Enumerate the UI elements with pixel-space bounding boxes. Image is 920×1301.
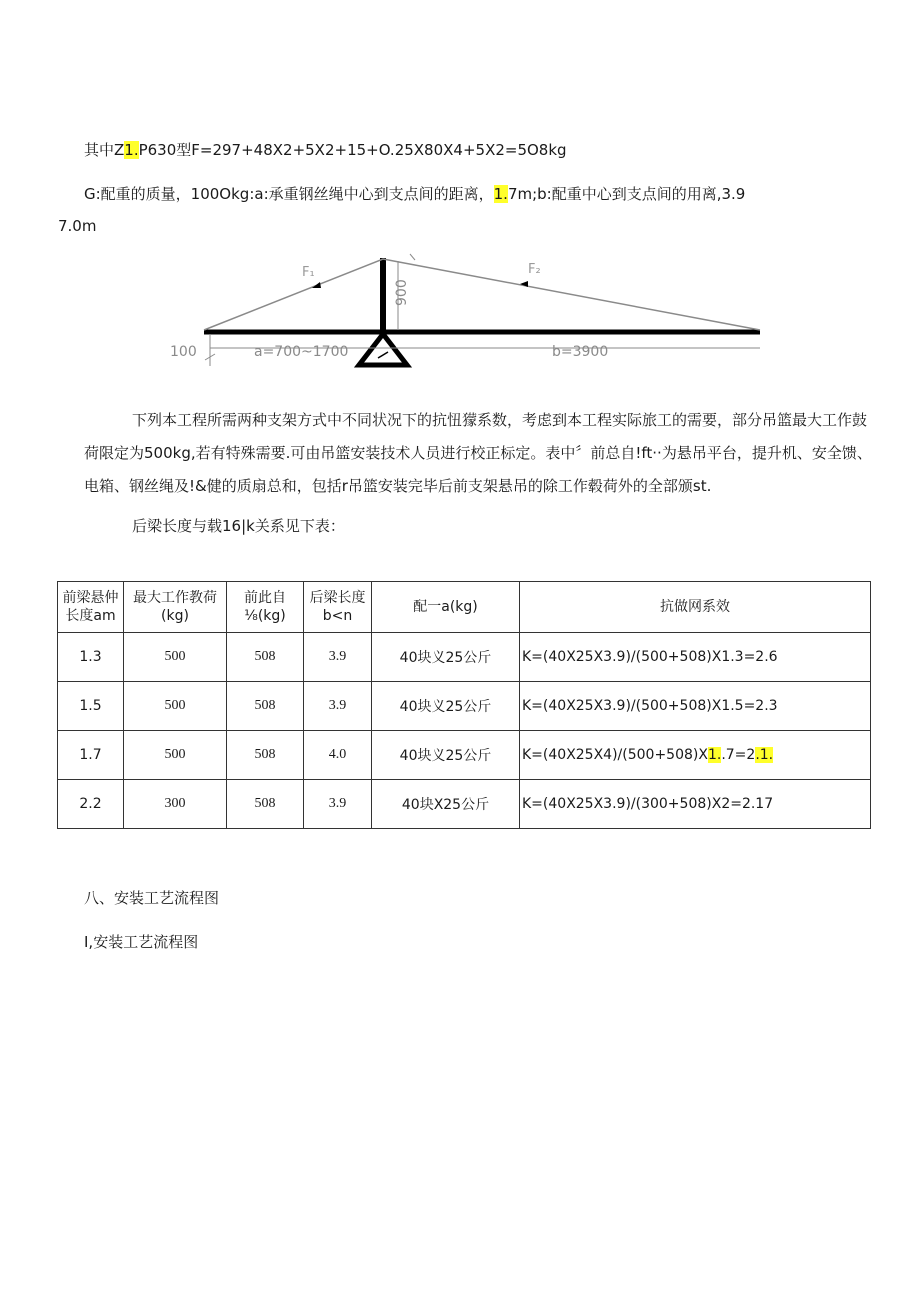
f2-label: F₂: [528, 262, 541, 277]
header-cell: 抗做网系效: [520, 582, 871, 633]
support-triangle: [359, 334, 407, 365]
cell-self: 508: [227, 731, 304, 780]
cell-k: K=(40X25X3.9)/(500+508)X1.3=2.6: [520, 633, 871, 682]
cell-a: 1.7: [58, 731, 124, 780]
definition-body: 7m;b:配重中心到支点间的用离,3.9: [507, 185, 746, 203]
cell-a: 1.3: [58, 633, 124, 682]
cell-weight: 40块X25公斤: [372, 780, 520, 829]
highlight-mark: 1.: [493, 185, 508, 203]
table-row: [58, 731, 871, 780]
table-row: [58, 682, 871, 731]
dim-900-label: 900: [394, 279, 410, 306]
cell-self: 508: [227, 633, 304, 682]
cell-self: 508: [227, 780, 304, 829]
cell-weight: 40块义25公斤: [372, 682, 520, 731]
cell-b: 3.9: [304, 682, 372, 731]
f1-arrow: [312, 282, 321, 288]
table-header-row: [58, 582, 871, 633]
definition-continued: 7.0m: [58, 217, 97, 235]
dim-a-label: a=700~1700: [254, 344, 349, 360]
formula-prefix: 其中Z: [84, 141, 125, 159]
highlight-mark: 1.: [124, 141, 139, 159]
cell-k: K=(40X25X3.9)/(500+508)X1.5=2.3: [520, 682, 871, 731]
dim-b-label: b=3900: [552, 344, 609, 360]
header-cell: 后梁长度b<n: [304, 582, 372, 633]
f1-line: [204, 259, 383, 330]
pin-mark: [378, 352, 388, 358]
coefficient-table: [57, 581, 871, 829]
f2-line: [383, 259, 760, 330]
f1-label: F₁: [302, 265, 315, 280]
table-row: [58, 633, 871, 682]
definition-prefix: G:配重的质量，100Okg:a:承重钢丝绳中心到支点间的距离，: [84, 185, 494, 203]
cell-load: 500: [124, 633, 227, 682]
cell-weight: 40块义25公斤: [372, 731, 520, 780]
header-cell: 前此自⅛(kg): [227, 582, 304, 633]
cell-b: 4.0: [304, 731, 372, 780]
cell-b: 3.9: [304, 633, 372, 682]
cell-self: 508: [227, 682, 304, 731]
cell-load: 500: [124, 682, 227, 731]
definition-line: [84, 184, 745, 204]
formula-body: P630型F=297+48X2+5X2+15+O.25X80X4+5X2=5O8kg: [138, 141, 567, 159]
table-intro: 后梁长度与载16|k关系见下表：: [132, 517, 345, 535]
header-cell: 最大工作教荷(kg): [124, 582, 227, 633]
k-mid: .7=2: [721, 747, 756, 763]
dim-tick: [410, 254, 415, 260]
highlight-mark: .1.: [755, 747, 774, 763]
cell-load: 500: [124, 731, 227, 780]
support-frame-diagram: [160, 248, 766, 372]
formula-line: [84, 140, 567, 160]
cell-a: 1.5: [58, 682, 124, 731]
section-heading: 八、安装工艺流程图: [84, 889, 220, 907]
highlight-mark: 1.: [707, 747, 722, 763]
subsection-heading: I,安装工艺流程图: [84, 933, 199, 951]
cell-weight: 40块义25公斤: [372, 633, 520, 682]
table-row: [58, 780, 871, 829]
cell-a: 2.2: [58, 780, 124, 829]
header-cell: 前梁悬仲长度am: [58, 582, 124, 633]
cell-k: K=(40X25X3.9)/(300+508)X2=2.17: [520, 780, 871, 829]
dim-100-label: 100: [170, 344, 197, 360]
cell-k: [520, 731, 871, 780]
cell-load: 300: [124, 780, 227, 829]
k-prefix: K=(40X25X4)/(500+508)X: [522, 747, 708, 763]
explanation-paragraph: 下列本工程所需两种支架方式中不同状况下的抗忸獴系数，考虑到本工程实际旅工的需要，部分吊篮最大工作鼓荷限定为500kg,若有特殊需要.可由吊篮安装技术人员进行校正标定。表中〞前总自!ft··为悬吊平台，提升机、安全馈、电箱、钢丝绳及!&健的质扇总和，包括r吊篮安装完毕后前支架悬吊的除工作毂荷外的全部颁st.: [84, 411, 872, 495]
header-cell: 配一a(kg): [372, 582, 520, 633]
cell-b: 3.9: [304, 780, 372, 829]
